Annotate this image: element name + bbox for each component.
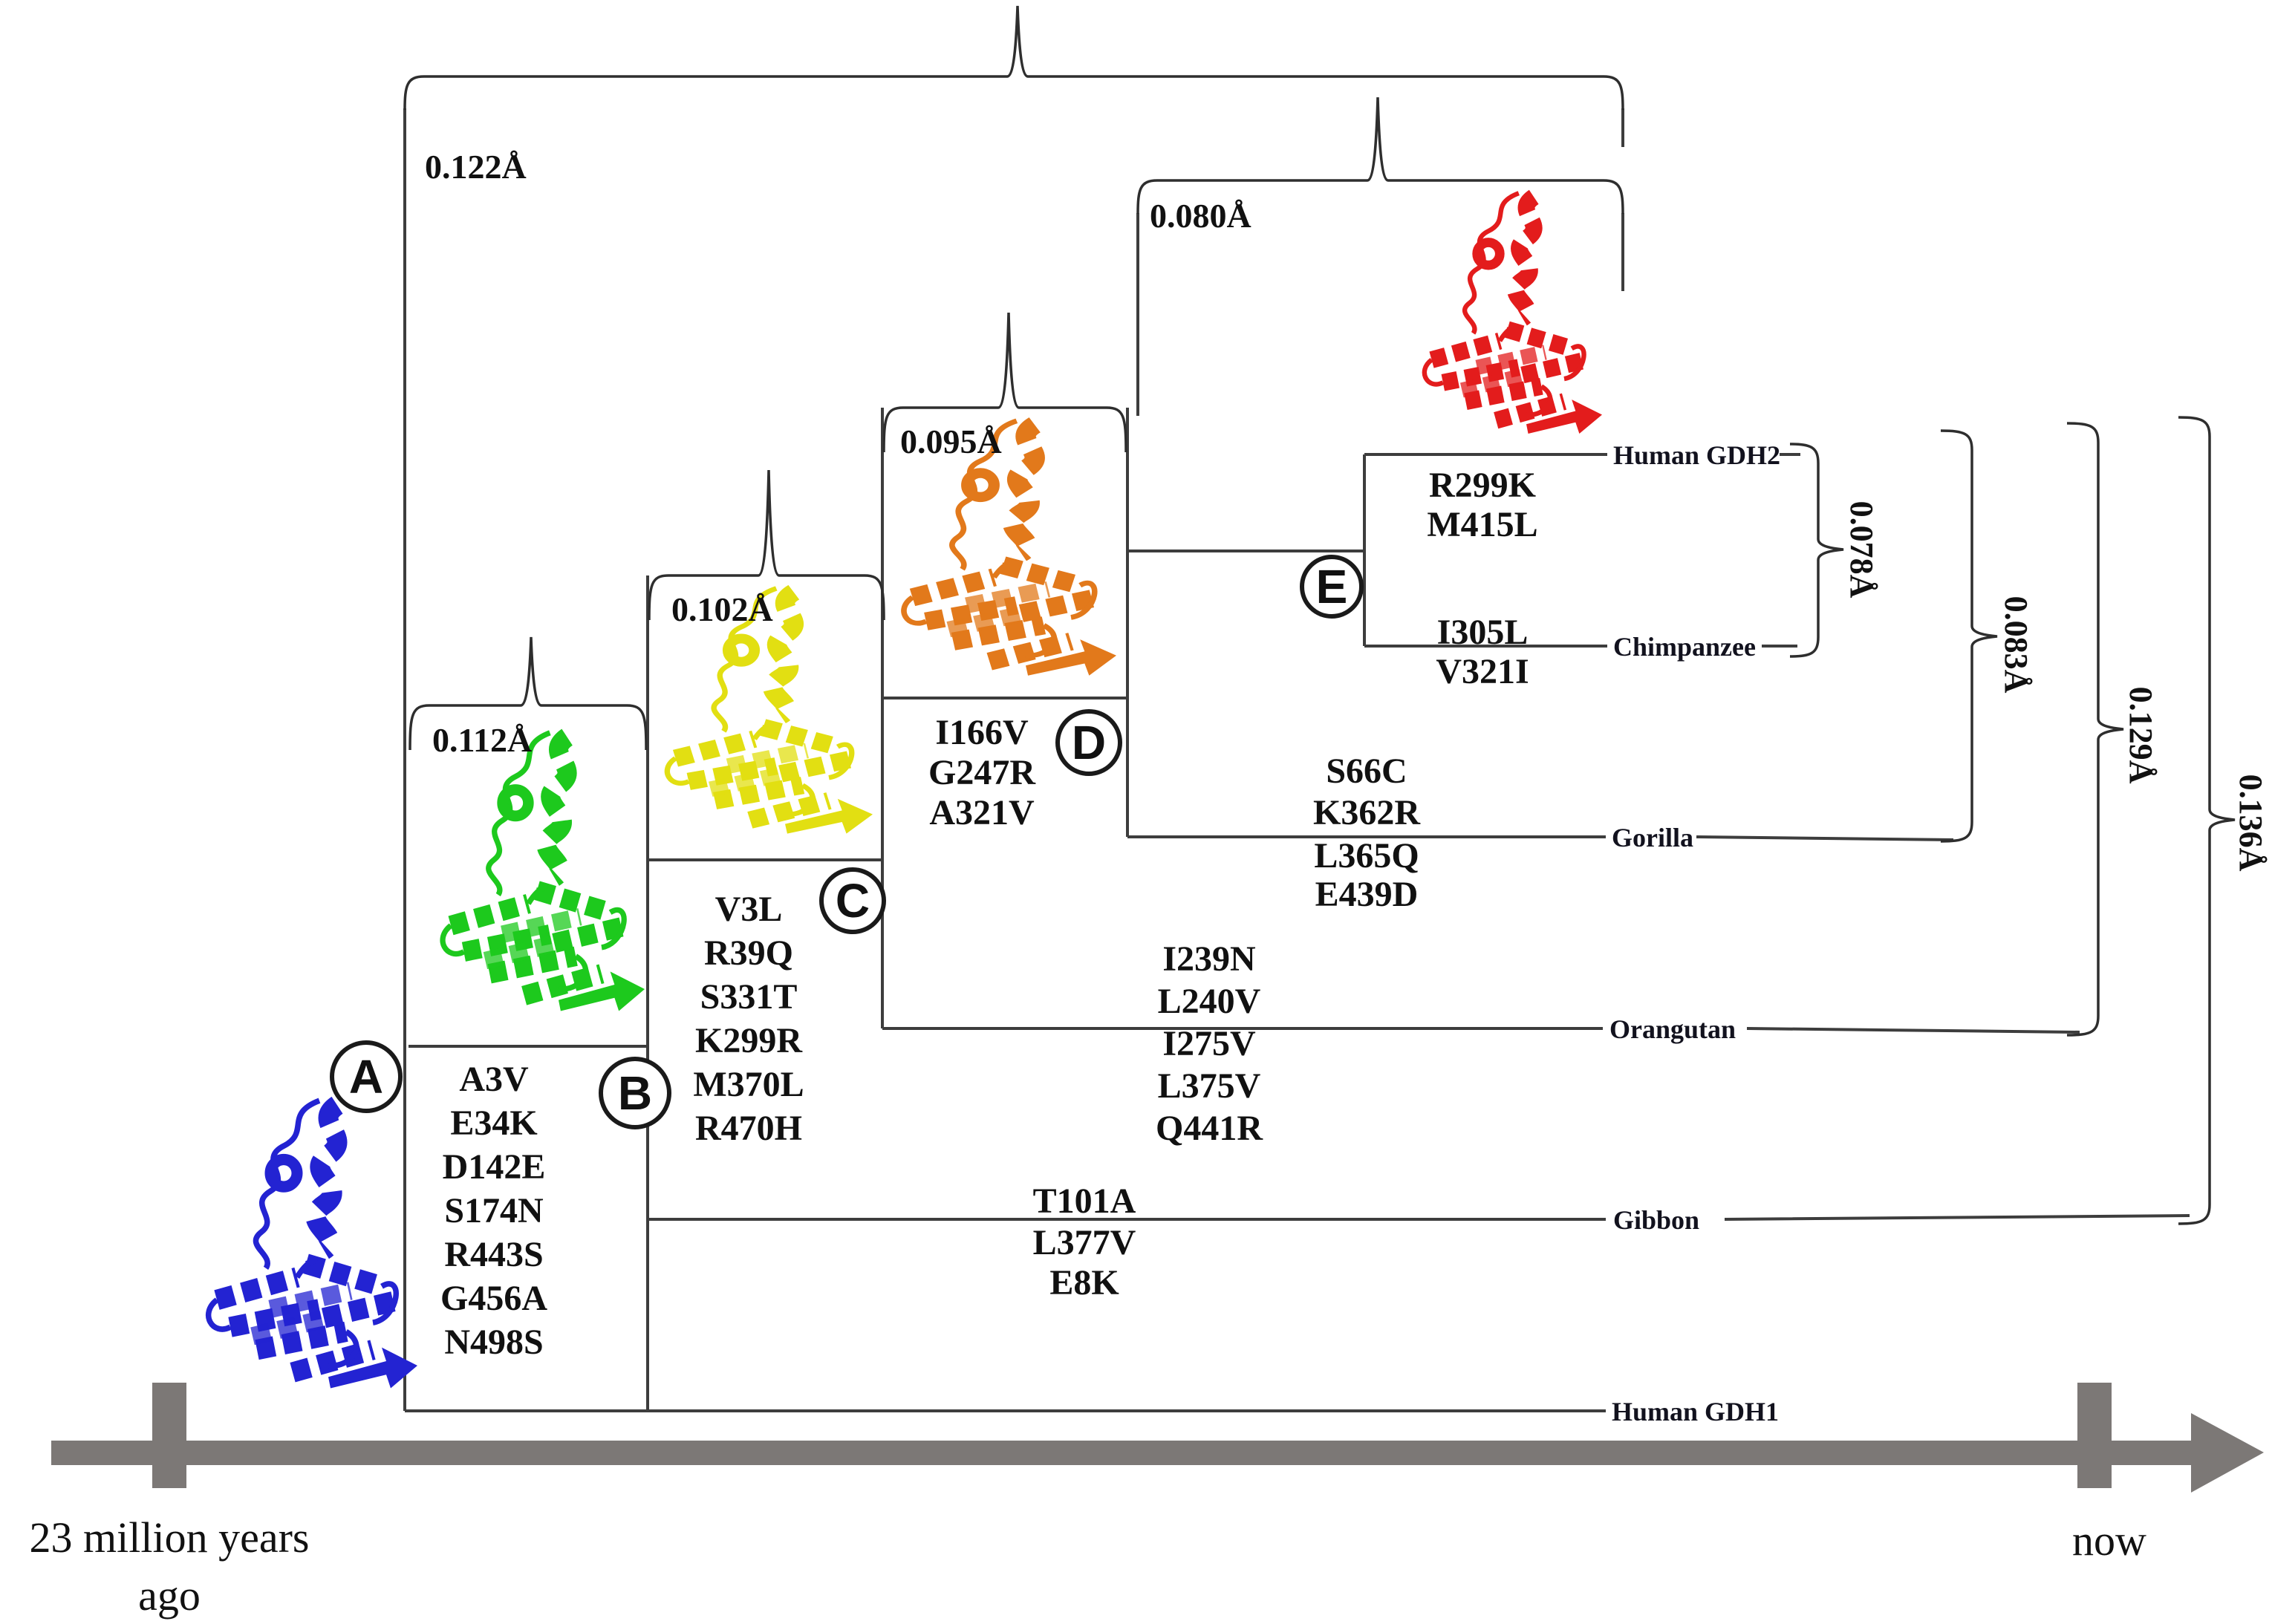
mutation-item: M415L [1427, 505, 1538, 544]
timeline-arrowhead-icon [2191, 1413, 2264, 1493]
mutation-item: L377V [1032, 1223, 1136, 1262]
rmsd-label-top: 0.122Å [425, 148, 527, 186]
protein-structure-green-node-b [443, 733, 645, 1011]
mutation-list-chimpanzee-branch [1436, 613, 1529, 691]
leaf-extension-lines [1696, 454, 2190, 1219]
mutation-item: L365Q [1314, 836, 1419, 875]
rmsd-label-gdh2-gorilla: 0.083Å [1998, 596, 2034, 694]
rmsd-label-red: 0.080Å [1150, 197, 1251, 235]
rmsd-brace-gdh2-chimp [1790, 444, 1843, 656]
mutation-item: G247R [928, 753, 1035, 792]
mutation-item: R443S [444, 1235, 544, 1274]
leaf-label-gibbon: Gibbon [1613, 1205, 1700, 1235]
mutation-item: I239N [1162, 939, 1256, 979]
timeline-tick-now [2077, 1383, 2112, 1488]
mutation-item: I305L [1436, 613, 1529, 652]
node-a-letter: A [348, 1050, 384, 1103]
mutation-item: Q441R [1156, 1109, 1263, 1148]
mutation-item: A321V [929, 793, 1035, 832]
mutation-list-gorilla-branch [1313, 751, 1421, 914]
timeline-bar [51, 1441, 2195, 1465]
mutation-list-gibbon-branch [1033, 1181, 1136, 1302]
mutation-item: L375V [1157, 1066, 1261, 1106]
mutation-item: V321I [1436, 652, 1529, 691]
rmsd-label-gdh2-chimp: 0.078Å [1843, 500, 1880, 599]
mutation-item: S174N [444, 1191, 544, 1230]
node-b-marker [601, 1059, 669, 1127]
mutation-list-human-gdh2-branch [1427, 466, 1537, 544]
rmsd-label-yellow: 0.102Å [671, 590, 773, 628]
mutation-list-node-d [928, 713, 1036, 832]
node-c-letter: C [835, 874, 870, 927]
rmsd-label-green: 0.112Å [432, 721, 533, 759]
node-c-marker [821, 870, 884, 932]
rmsd-label-gdh2-gibbon: 0.136Å [2233, 774, 2269, 872]
mutation-item: N498S [444, 1323, 544, 1362]
mutation-item: I275V [1162, 1024, 1256, 1063]
rmsd-brace-gdh2-gorilla [1941, 431, 1997, 841]
mutation-item: R39Q [704, 933, 793, 973]
leaf-label-orangutan: Orangutan [1609, 1014, 1736, 1044]
leaf-label-human-gdh1: Human GDH1 [1612, 1397, 1780, 1426]
mutation-item: V3L [715, 890, 783, 929]
node-e-letter: E [1315, 560, 1348, 613]
protein-structure-red-node-e [1425, 193, 1602, 434]
node-a-marker [332, 1043, 400, 1111]
mutation-item: S66C [1326, 751, 1407, 791]
mutation-item: L240V [1157, 982, 1261, 1021]
node-d-letter: D [1071, 716, 1107, 769]
protein-structure-blue-ancestral [209, 1100, 417, 1388]
rmsd-label-orange: 0.095Å [900, 423, 1002, 460]
rmsd-brace-top [405, 6, 1623, 110]
mutation-item: A3V [459, 1060, 529, 1099]
leaf-label-gorilla: Gorilla [1612, 823, 1693, 852]
node-e-marker [1302, 557, 1361, 616]
mutation-item: K299R [695, 1021, 802, 1060]
rmsd-brace-gdh2-gibbon [2178, 417, 2235, 1224]
mutation-list-node-b [693, 890, 804, 1148]
rmsd-brace-gdh2-orangutan [2067, 423, 2123, 1035]
mutation-item: E439D [1315, 875, 1419, 914]
mutation-item: E8K [1049, 1263, 1119, 1302]
mutation-item: M370L [693, 1065, 804, 1104]
mutation-item: D142E [442, 1147, 546, 1187]
timeline-end-label: now [2072, 1516, 2146, 1565]
mutation-item: T101A [1032, 1181, 1136, 1221]
timeline [30, 1383, 2264, 1620]
leaf-label-human-gdh2: Human GDH2 [1613, 440, 1781, 470]
mutation-list-orangutan-branch [1156, 939, 1263, 1148]
timeline-start-label-line1: 23 million years [29, 1513, 310, 1562]
mutation-item: E34K [450, 1103, 538, 1143]
node-b-letter: B [617, 1066, 653, 1120]
mutation-item: R470H [695, 1109, 802, 1148]
mutation-list-node-a [440, 1060, 547, 1362]
node-d-marker [1058, 711, 1120, 774]
leaf-label-chimpanzee: Chimpanzee [1613, 632, 1756, 662]
mutation-item: R299K [1429, 466, 1536, 505]
mutation-item: S331T [700, 977, 798, 1017]
rmsd-label-gdh2-orangutan: 0.129Å [2123, 686, 2159, 784]
timeline-tick-23mya [152, 1383, 186, 1488]
timeline-start-label-line2: ago [138, 1571, 201, 1620]
mutation-item: K362R [1313, 793, 1420, 832]
mutation-item: G456A [440, 1279, 547, 1318]
mutation-item: I166V [935, 713, 1029, 752]
